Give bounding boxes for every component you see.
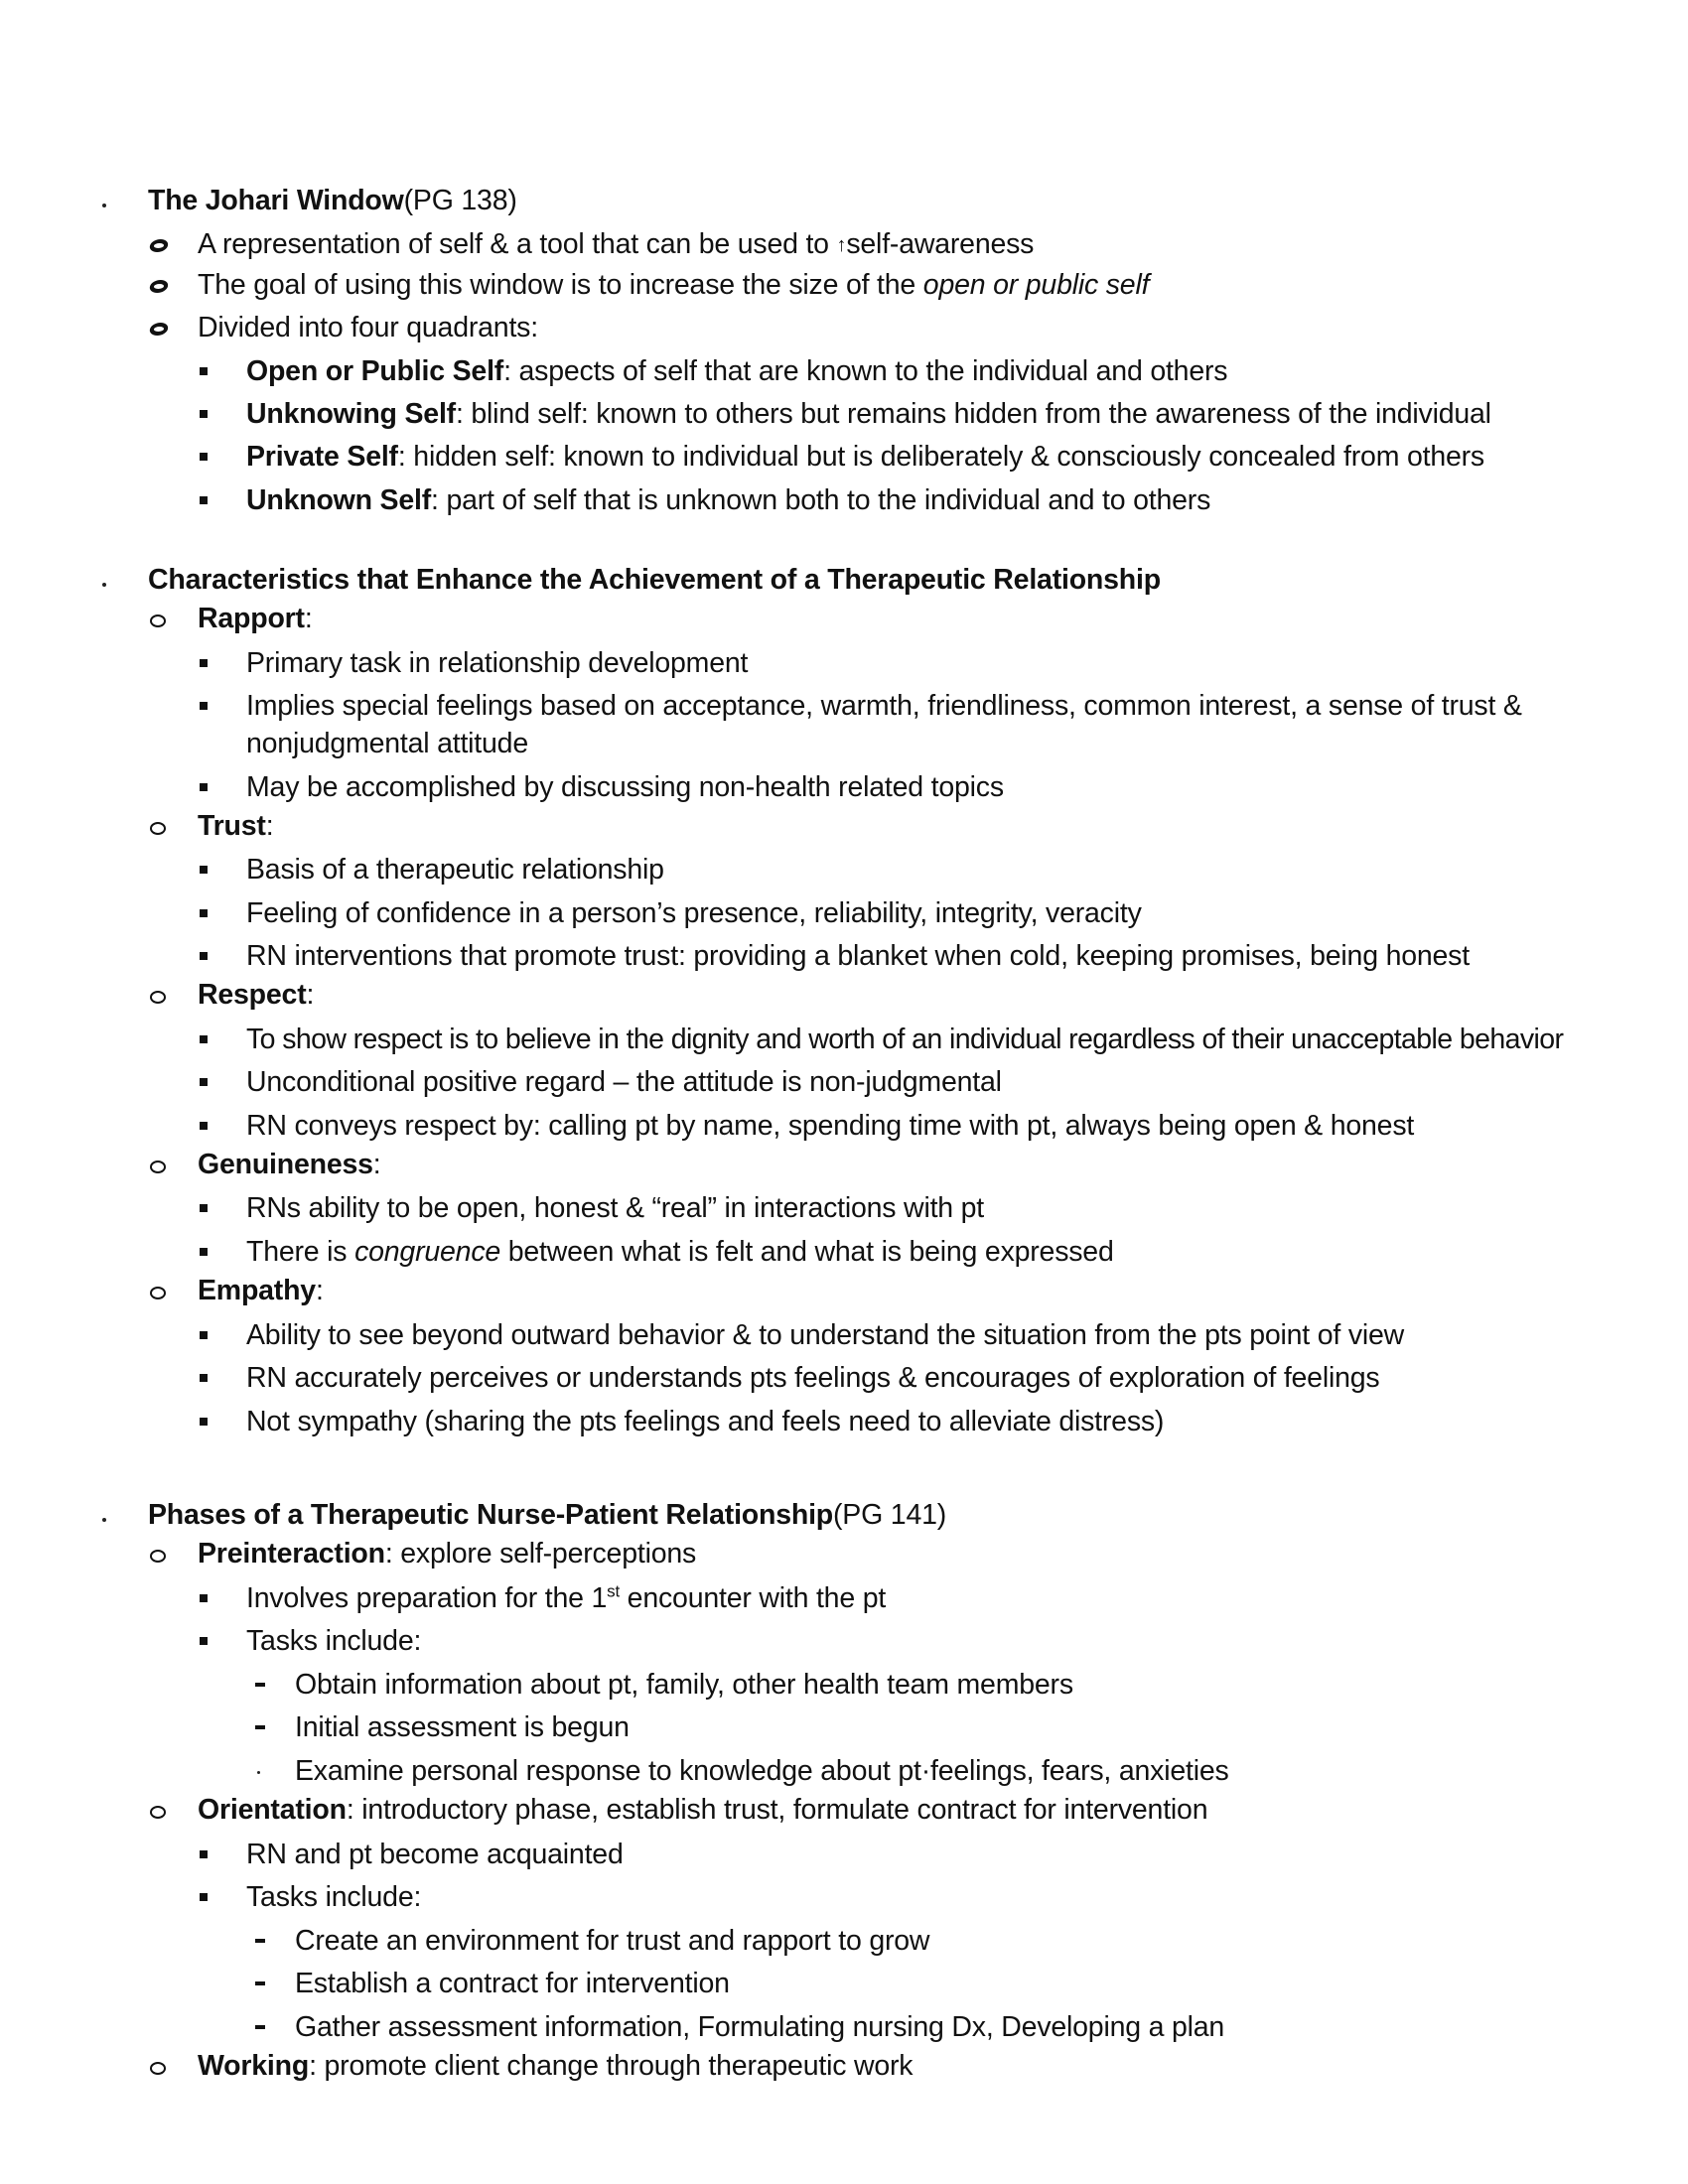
orientation-task: Establish a contract for intervention [295,1968,730,1999]
bullet-circle [150,1806,166,1819]
bullet-square [200,952,208,960]
respect-heading: Respect: [198,979,315,1011]
bullet-circle [148,239,169,252]
preinteraction-task: Obtain information about pt, family, other health team members [295,1669,1073,1701]
bullet-circle [150,1160,166,1173]
bullet-circle [150,1550,166,1563]
bullet-square [200,1637,208,1645]
rapport-item: Implies special feelings based on acceptance, warmth, friendliness, common interest, a sense of trust & [246,690,1522,722]
bullet-dash [255,1725,265,1729]
rapport-heading: Rapport: [198,603,313,634]
bullet-square [200,453,208,461]
trust-item: RN interventions that promote trust: providing a blanket when cold, keeping promises, being honest [246,940,1470,972]
bullet-square [200,1850,208,1858]
bullet-square [200,1035,208,1043]
bullet-square [200,1078,208,1086]
rapport-item: May be accomplished by discussing non-health related topics [246,771,1004,803]
bullet-square [200,496,208,504]
bullet-dot [257,1771,260,1774]
quadrant-private: Private Self: hidden self: known to individual but is deliberately & consciously concealed from others [246,441,1484,473]
phases-heading: Phases of a Therapeutic Nurse-Patient Relationship(PG 141) [148,1499,947,1531]
bullet-circle [150,614,166,627]
section-bullet [102,204,106,207]
bullet-square [200,1374,208,1382]
bullet-circle [150,991,166,1004]
johari-title: The Johari Window [148,185,404,216]
bullet-square [200,1893,208,1901]
respect-item: To show respect is to believe in the dignity and worth of an individual regardless of their unacceptable behavior [246,1024,1564,1055]
genuineness-item: RNs ability to be open, honest & “real” in interactions with pt [246,1192,985,1224]
respect-item: Unconditional positive regard – the attitude is non-judgmental [246,1066,1002,1098]
preinteraction-tasks-label: Tasks include: [246,1625,422,1657]
quadrant-unknowing: Unknowing Self: blind self: known to others but remains hidden from the awareness of the individual [246,398,1491,430]
rapport-item: Primary task in relationship development [246,647,749,679]
section-bullet [102,583,106,587]
empathy-item: Ability to see beyond outward behavior & to understand the situation from the pts point of view [246,1319,1405,1351]
orientation-item: Tasks include: [246,1881,422,1913]
empathy-item: RN accurately perceives or understands pts feelings & encourages of exploration of feelings [246,1362,1380,1394]
bullet-square [200,410,208,418]
bullet-square [200,866,208,874]
preinteraction-heading: Preinteraction: explore self-perceptions [198,1538,697,1570]
orientation-heading: Orientation: introductory phase, establish trust, formulate contract for intervention [198,1794,1208,1826]
increase-arrow: ↑ [836,234,847,256]
preinteraction-task: Initial assessment is begun [295,1711,630,1743]
bullet-dash [255,1683,265,1687]
bullet-circle [150,2062,166,2075]
rapport-item-continued: nonjudgmental attitude [246,728,528,759]
bullet-circle [150,1287,166,1299]
bullet-dash [255,1939,265,1943]
preinteraction-task: Examine personal response to knowledge about pt·feelings, fears, anxieties [295,1755,1229,1787]
johari-item-2: The goal of using this window is to increase the size of the open or public self [198,269,1150,301]
bullet-circle [148,323,169,336]
respect-item: RN conveys respect by: calling pt by name, spending time with pt, always being open & honest [246,1110,1415,1142]
empathy-item: Not sympathy (sharing the pts feelings and feels need to alleviate distress) [246,1406,1165,1437]
bullet-square [200,1122,208,1130]
trust-item: Basis of a therapeutic relationship [246,854,664,886]
bullet-dash [255,2025,265,2029]
orientation-task: Gather assessment information, Formulating nursing Dx, Developing a plan [295,2011,1225,2043]
bullet-square [200,1248,208,1256]
bullet-dash [255,1981,265,1985]
section-bullet [102,1518,106,1522]
empathy-heading: Empathy: [198,1275,324,1306]
characteristics-title: Characteristics that Enhance the Achievement of a Therapeutic Relationship [148,564,1161,596]
trust-heading: Trust: [198,810,274,842]
johari-item-3: Divided into four quadrants: [198,312,538,343]
bullet-square [200,367,208,375]
johari-item-1: A representation of self & a tool that can be used to ↑self-awareness [198,228,1035,260]
trust-item: Feeling of confidence in a person’s presence, reliability, integrity, veracity [246,897,1142,929]
working-heading: Working: promote client change through therapeutic work [198,2050,914,2082]
bullet-square [200,1594,208,1602]
bullet-square [200,909,208,917]
bullet-circle [150,822,166,835]
bullet-square [200,659,208,667]
bullet-square [200,702,208,710]
bullet-square [200,1204,208,1212]
preinteraction-item: Involves preparation for the 1st encounter with the pt [246,1581,887,1614]
orientation-item: RN and pt become acquainted [246,1839,624,1870]
quadrant-open: Open or Public Self: aspects of self that are known to the individual and others [246,355,1228,387]
genuineness-item: There is congruence between what is felt and what is being expressed [246,1236,1114,1268]
bullet-square [200,783,208,791]
johari-page-ref: (PG 138) [403,185,517,216]
bullet-circle [148,280,169,293]
quadrant-unknown: Unknown Self: part of self that is unknown both to the individual and to others [246,484,1211,516]
genuineness-heading: Genuineness: [198,1149,381,1180]
bullet-square [200,1418,208,1426]
bullet-square [200,1331,208,1339]
johari-heading [148,181,517,220]
orientation-task: Create an environment for trust and rapport to grow [295,1925,930,1957]
